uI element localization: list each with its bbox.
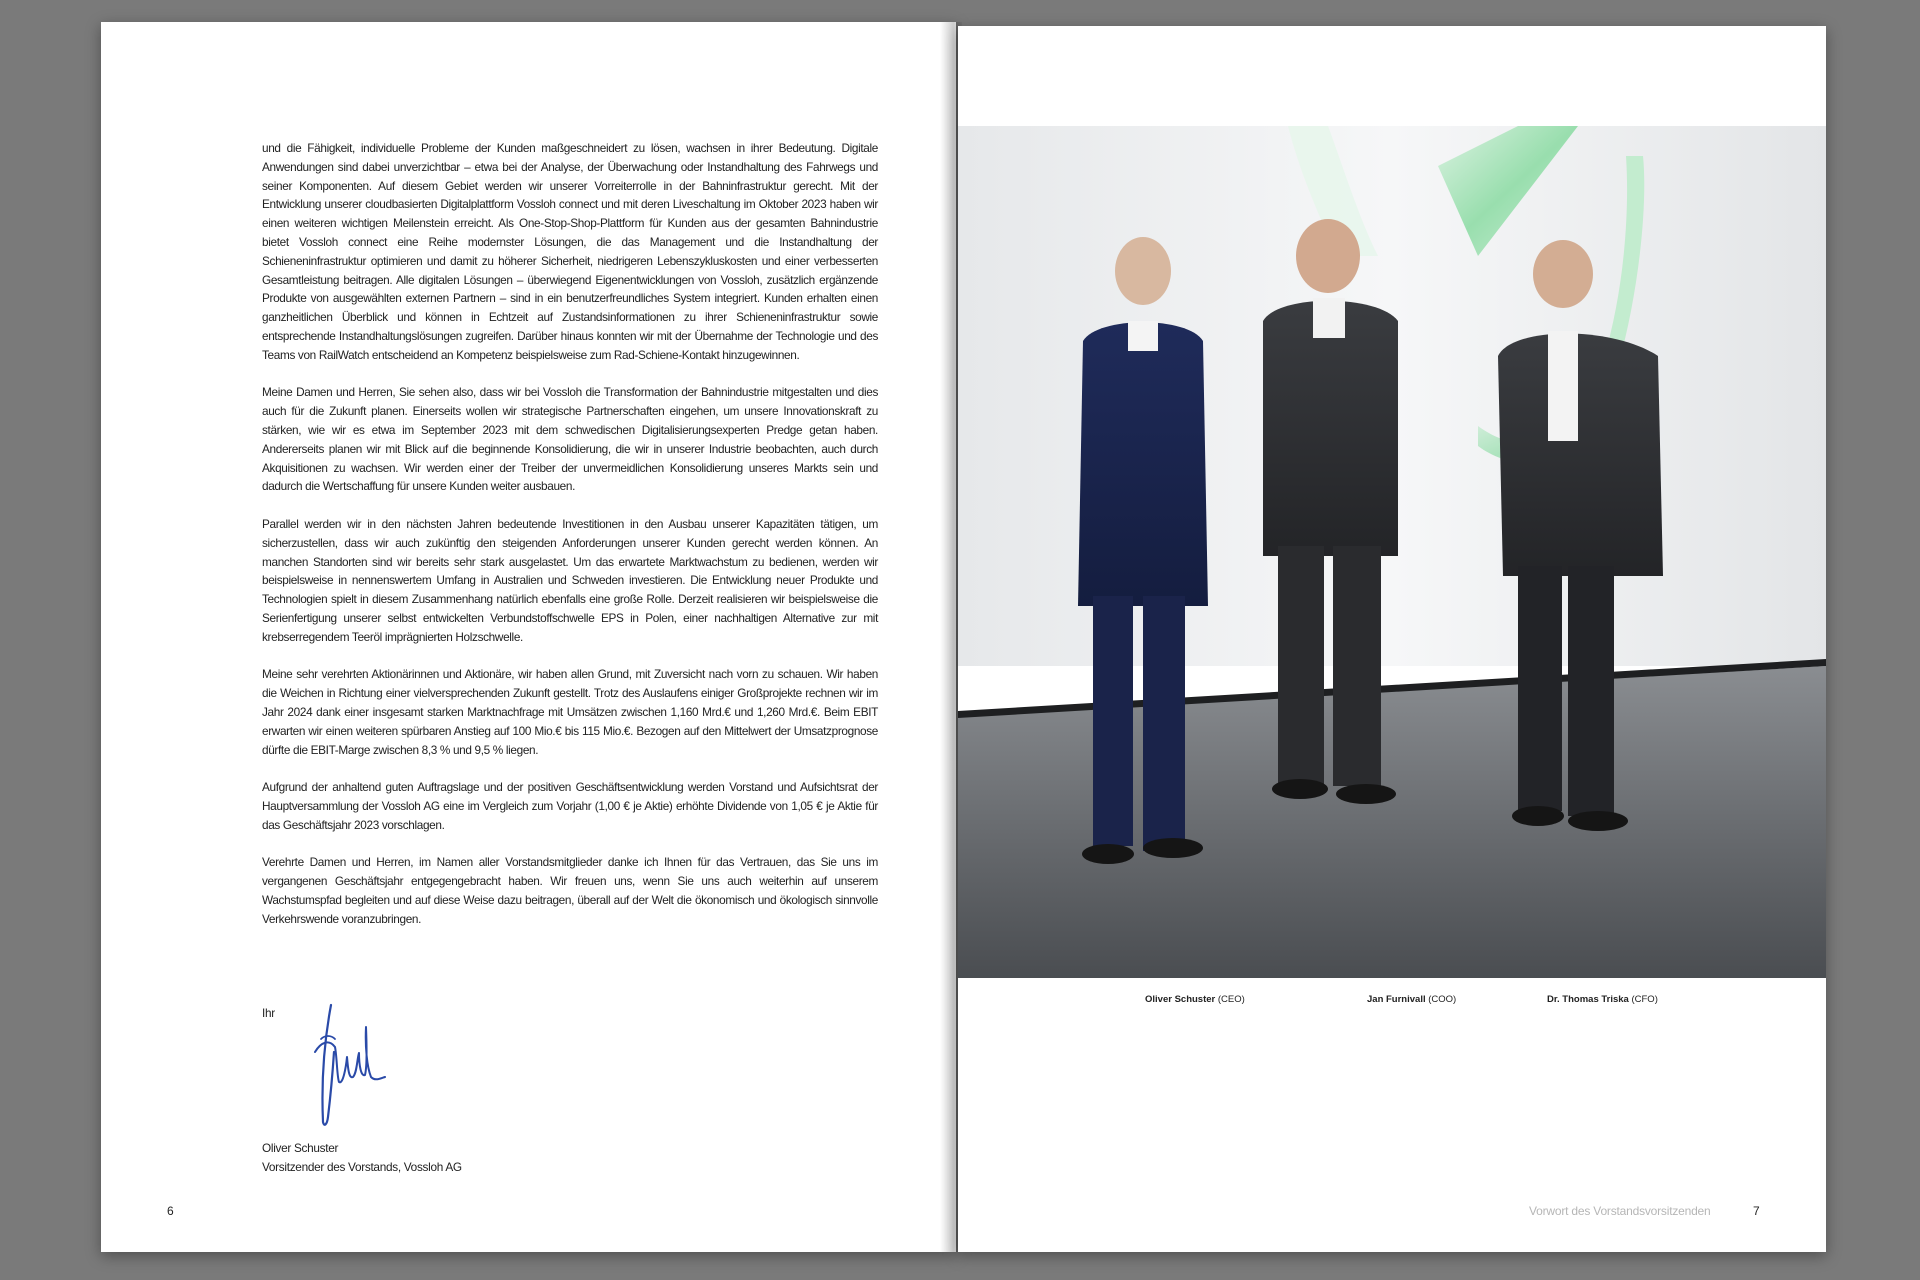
- paragraph: Verehrte Damen und Herren, im Namen aller Vorstandsmitglieder danke ich Ihnen für das Vertrauen, das Sie uns im vergangenen Geschäftsjahr entgegengebracht haben. Wir freuen uns, wenn Sie uns auch weiterhin auf unserem Wachstumspfad begleiten und auf diese Weise dazu beitragen, überall auf der Welt die ökonomisch und ökologisch sinnvolle Verkehrswende voranzubringen.: [262, 855, 878, 926]
- paragraph: und die Fähigkeit, individuelle Probleme der Kunden maßgeschneidert zu lösen, wachsen in ihrer Bedeutung. Digitale Anwendungen sind dabei unverzichtbar – etwa bei der Analyse, der Überwachung oder Instandhaltung des Fahrwegs und seiner Komponenten. Auf diesem Gebiet werden wir unserer Vorreiterrolle in der Bahninfrastruktur gerecht. Mit der Entwicklung unserer cloudbasierten Digitalplattform Vossloh connect und mit deren Liveschaltung im Oktober 2023 haben wir einen weiteren wichtigen Meilenstein erreicht. Als One-Stop-Shop-Plattform für Kunden aus der gesamten Bahnindustrie bietet Vossloh connect eine Reihe modernster Lösungen, die das Management und die Instandhaltung der Schieneninfrastruktur optimieren und damit zu höherer Sicherheit, niedrigeren Lebenszykluskosten und einer verbesserten Gesamtleistung beitragen. Alle digitalen Lösungen – überwiegend Eigenentwicklungen von Vossloh, zusätzlich ergänzende Produkte von ausgewählten externen Partnern – sind in ein benutzerfreundliches System integriert. Kunden erhalten einen ganzheitlichen Überblick und können in Echtzeit auf Zustandsinformationen zu ihrer Schieneninfrastruktur sowie entsprechende Instandhaltungslösungen zugreifen. Darüber hinaus konnten wir mit der Übernahme der Technologie und des Teams von RailWatch entscheidend an Kompetenz beispielsweise zum Rad-Schiene-Kontakt hinzugewinnen.: [262, 141, 878, 362]
- caption-role: (CEO): [1217, 994, 1245, 1005]
- signature-block: [262, 1139, 462, 1177]
- caption-coo: [1367, 994, 1456, 1005]
- caption-name: Oliver Schuster: [1145, 994, 1216, 1005]
- caption-ceo: [1145, 994, 1245, 1005]
- signer-name: Oliver Schuster: [262, 1141, 339, 1155]
- signer-title: Vorsitzender des Vorstands, Vossloh AG: [262, 1160, 462, 1174]
- caption-name: Dr. Thomas Triska: [1547, 994, 1629, 1005]
- paragraph: Meine Damen und Herren, Sie sehen also, dass wir bei Vossloh die Transformation der Bahnindustrie mitgestalten und dies auch für die Zukunft planen. Einerseits wollen wir strategische Partnerschaften eingehen, um unsere Innovationskraft zu stärken, wie wir es etwa im September 2023 mit dem schwedischen Digitalisierungsexperten Predge getan haben. Andererseits planen wir mit Blick auf die beginnende Konsolidierung, die wir in unserer Industrie beobachten, auch durch Akquisitionen zu wachsen. Wir werden einer der Treiber der unvermeidlichen Konsolidierung unseres Markts sein und dadurch die Wertschaffung für unsere Kunden weiter ausbauen.: [262, 385, 878, 494]
- caption-role: (COO): [1428, 994, 1457, 1005]
- board-photo: [958, 126, 1826, 978]
- page-number-right: 7: [1753, 1204, 1760, 1218]
- paragraph: Parallel werden wir in den nächsten Jahren bedeutende Investitionen in den Ausbau unserer Kapazitäten tätigen, um sicherzustellen, dass wir auch zukünftig den steigenden Anforderungen unserer Kunden gerecht werden können. An manchen Standorten sind wir bereits sehr stark ausgelastet. Um das erwartete Marktwachstum zu bedienen, werden wir beispielsweise in nennenswertem Umfang in Australien und Schweden investieren. Die Entwicklung neuer Produkte und Technologien spielt in diesem Zusammenhang natürlich ebenfalls eine große Rolle. Derzeit realisieren wir beispielsweise die Serienfertigung unserer selbst entwickelten Verbundstoffschwelle EPS in Polen, einer nachhaltigen Alternative zur mit krebserregendem Teeröl imprägnierten Holzschwelle.: [262, 516, 878, 644]
- left-page: [101, 22, 956, 1252]
- caption-role: (CFO): [1631, 994, 1658, 1005]
- handwritten-signature: [291, 997, 391, 1132]
- paragraph: Aufgrund der anhaltend guten Auftragslage und der positiven Geschäftsentwicklung werden Vorstand und Aufsichtsrat der Hauptversammlung der Vossloh AG eine im Vergleich zum Vorjahr (1,00 € je Aktie) erhöhte Dividende von 1,05 € je Aktie für das Geschäftsjahr 2023 vorschlagen.: [262, 780, 878, 832]
- closing-word: Ihr: [262, 1006, 275, 1020]
- letter-body: [262, 139, 878, 947]
- caption-cfo: [1547, 994, 1658, 1005]
- running-head: Vorwort des Vorstandsvorsitzenden: [1529, 1204, 1711, 1218]
- caption-name: Jan Furnivall: [1367, 994, 1426, 1005]
- paragraph: Meine sehr verehrten Aktionärinnen und Aktionäre, wir haben allen Grund, mit Zuversicht nach vorn zu schauen. Wir haben die Weichen in Richtung einer vielversprechenden Zukunft gestellt. Trotz des Auslaufens einiger Großprojekte rechnen wir im Jahr 2024 dank einer insgesamt starken Marktnachfrage mit Umsätzen zwischen 1,160 Mrd.€ und 1,260 Mrd.€. Beim EBIT erwarten wir einen weiteren spürbaren Anstieg auf 100 Mio.€ bis 115 Mio.€. Bezogen auf den Mittelwert der Umsatzprognose dürfte die EBIT-Marge zwischen 8,3 % und 9,5 % liegen.: [262, 667, 878, 757]
- page-number-left: 6: [167, 1204, 174, 1218]
- right-page: [958, 26, 1826, 1252]
